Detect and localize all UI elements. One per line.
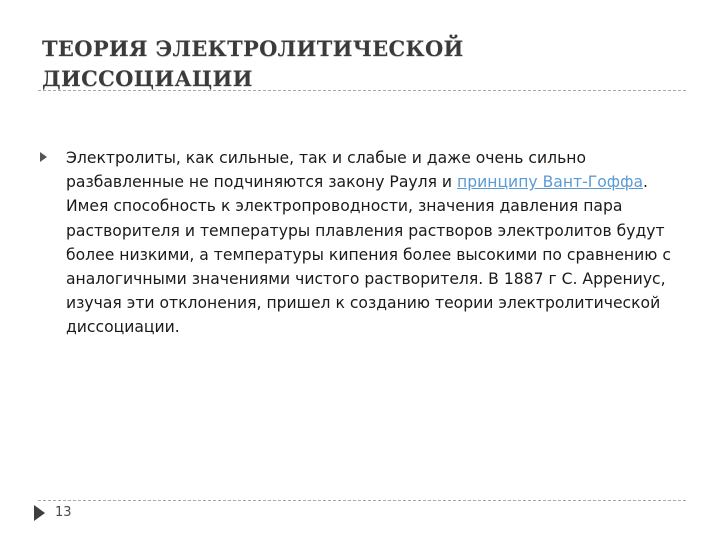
slide-title: [42, 34, 682, 94]
footer-divider: [38, 500, 686, 501]
bullet-item: [40, 146, 680, 340]
slide-title-line-2: ДИССОЦИАЦИИ: [42, 66, 253, 91]
slide-title-line-1: ТЕОРИЯ ЭЛЕКТРОЛИТИЧЕСКОЙ: [42, 36, 464, 61]
body-text-before-link: Электролиты, как сильные, так и слабые и даже очень сильно разбавленные не подчиняются закону Рауля и: [66, 149, 587, 192]
vant-goff-principle-link[interactable]: принципу Вант-Гоффа: [457, 173, 643, 192]
bullet-arrow-icon: [40, 152, 47, 162]
footer-arrow-icon: [34, 505, 45, 521]
bullet-text: [66, 146, 680, 340]
body-text-after-link: . Имея способность к электропроводности, значения давления пара растворителя и температуры плавления растворов электролитов будут более низкими, а температуры кипения более высокими по сравнению с аналогичными значениями чистого растворителя. В 1887 г С. Аррениус, изучая эти отклонения, пришел к созданию теории электролитической диссоциации.: [66, 173, 671, 337]
title-divider: [38, 90, 686, 91]
page-number: 13: [55, 505, 72, 520]
